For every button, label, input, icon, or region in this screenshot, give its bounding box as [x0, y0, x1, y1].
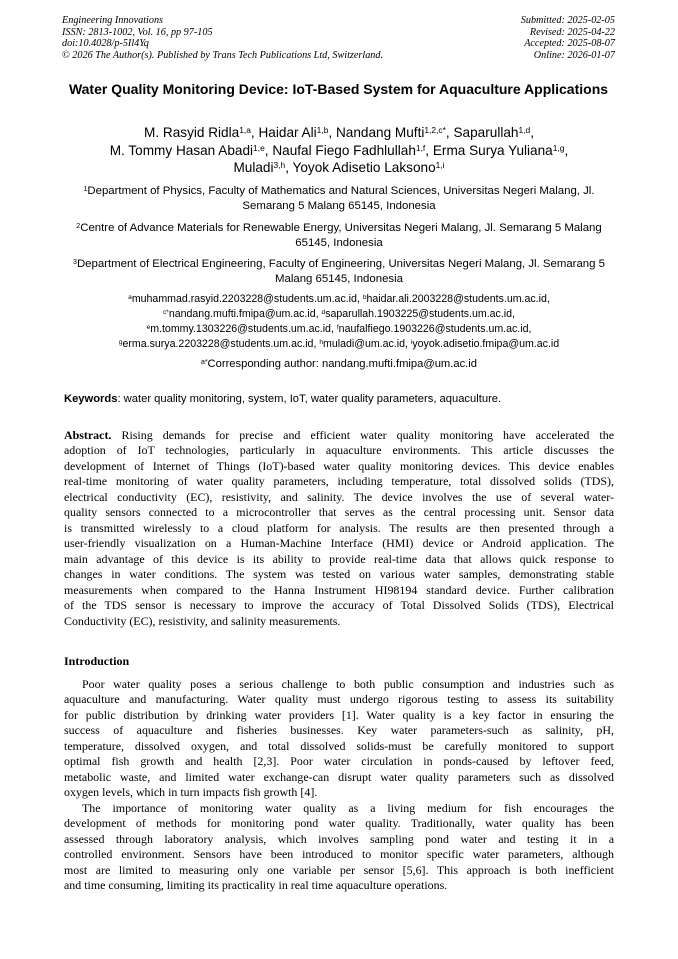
author: Erma Surya Yuliana$^{1,g}$,: [432, 142, 569, 158]
abstract-line: real-time monitoring of water quality parameters, including temperature, total dissolved solids (TDS),: [64, 474, 614, 489]
email: erma.surya.2203228@students.um.ac.id: [122, 338, 314, 350]
abstract-line: electrical conductivity (EC), resistivity, and salinity. The device involves the use of several water-: [64, 489, 614, 504]
accepted-date: Accepted: 2025-08-07: [524, 38, 615, 50]
email: nandang.mufti.fmipa@um.ac.id: [168, 308, 316, 320]
paragraph-line: oxygen levels, which in turn impacts fish growth [4].: [64, 785, 318, 800]
submitted-date: Submitted: 2025-02-05: [520, 15, 615, 26]
paragraph-line: development of methods for monitoring pond water quality. Traditionally, water quality has been: [64, 816, 614, 831]
abstract-line: user-friendly visualization on a Human-Machine Interface (HMI) device or Android application. The: [64, 536, 614, 551]
abstract: [64, 428, 614, 629]
email-line: $^a$muhammad.rasyid.2203228@students.um.ac.id, $^b$haidar.ali.2003228@students.um.ac.id,: [128, 293, 550, 305]
online-date: Online: 2026-01-07: [533, 49, 615, 61]
author: Haidar Ali$^{1,b}$,: [258, 125, 336, 140]
paragraph-line: optimal fish growth and health [2,3]. Poor water circulation in ponds-caused by leftover feed,: [64, 754, 614, 769]
abstract-line: measurements when compared to the Hanna Instrument HI98194 standard device. Further calibration: [64, 582, 614, 597]
author-list: [50, 124, 628, 177]
abstract-line: is transmitted wirelessly to a cloud platform for analysis. The results are then presented through a: [64, 520, 614, 535]
affiliation-3: $^3$Department of Electrical Engineering, Faculty of Engineering, Universitas Negeri Malang, Jl. Semarang 5 Malang 65145, Indonesia: [73, 258, 605, 286]
abstract-line: quality sensors connected to a microcontroller that serves as the central processing unit. Sensor data: [64, 505, 614, 520]
author: M. Rasyid Ridla$^{1,a}$,: [144, 125, 259, 140]
email: m.tommy.1303226@students.um.ac.id: [150, 323, 331, 335]
author: Naufal Fiego Fadhlullah$^{1,f}$,: [272, 142, 433, 158]
corresponding-author: $^{a*}$Corresponding author: nandang.mufti.fmipa@um.ac.id: [200, 358, 477, 370]
email: muhammad.rasyid.2203228@students.um.ac.id: [131, 293, 357, 305]
paragraph-line: Poor water quality poses a serious challenge to both public consumption and industries such as: [82, 677, 614, 691]
revised-date: Revised: 2025-04-22: [529, 26, 615, 38]
abstract-line: changes in water conditions. The system was tested on various water samples, demonstrating stable: [64, 567, 614, 582]
keywords-label: Keywords: [64, 393, 118, 405]
email: naufalfiego.1903226@students.um.ac.id: [338, 323, 529, 335]
intro-paragraph-2: [64, 801, 614, 894]
email-line: $^{c*}$nandang.mufti.fmipa@um.ac.id, $^d$saparullah.1903225@students.um.ac.id,: [163, 308, 515, 320]
email: saparullah.1903225@students.um.ac.id: [325, 308, 513, 320]
paragraph-line: and time consuming, limiting its practicality in real time aquaculture operations.: [64, 878, 448, 893]
author: Saparullah$^{1,d}$,: [453, 125, 534, 140]
section-heading-introduction: Introduction: [64, 654, 130, 668]
abstract-line: of the TDS sensor is necessary to improve the accuracy of Total Dissolved Solids (TDS), Electrical: [64, 598, 614, 613]
email: yoyok.adisetio.fmipa@um.ac.id: [412, 338, 560, 350]
author: Muladi$^{3,h}$,: [233, 160, 293, 175]
email: muladi@um.ac.id: [323, 338, 405, 350]
copyright: © 2026 The Author(s). Published by Trans Tech Publications Ltd, Switzerland.: [62, 49, 384, 61]
doi: doi:10.4028/p-5Il4Yq: [62, 38, 149, 50]
paragraph-line: success of aquaculture and fisheries businesses. Key water parameters-such as salinity, pH,: [64, 723, 614, 738]
abstract-line: Conductivity (EC), resistivity, and salinity measurements.: [64, 613, 341, 628]
keywords: [64, 392, 618, 406]
paragraph-line: most are limited to measuring only one variable per sensor [5,6]. This approach is both inefficient: [64, 862, 614, 877]
paragraph-line: metabolic waste, and limited water exchange-can disrupt water quality parameters such as dissolved: [64, 769, 614, 784]
journal-header: [62, 15, 615, 61]
paragraph-line: aquaculture and manufacturing. Water quality must undergo rigorous testing to assess its suitability: [64, 692, 614, 707]
paragraph-line: controlled environment. Sensors have been introduced to monitor specific water parameters, although: [64, 847, 614, 862]
intro-paragraph-1: [64, 677, 614, 801]
issn: ISSN: 2813-1002, Vol. 16, pp 97-105: [62, 26, 213, 38]
paragraph-line: assessed through laboratory analysis, which involves sampling pond water and testing it in a: [64, 831, 614, 846]
keywords-text: : water quality monitoring, system, IoT, water quality parameters, aquaculture.: [117, 393, 502, 405]
email-line: $^g$erma.surya.2203228@students.um.ac.id, $^h$muladi@um.ac.id, $^i$yoyok.adisetio.fmipa@um.ac.id: [118, 338, 560, 350]
author: Nandang Mufti$^{1,2,c*}$,: [335, 125, 454, 140]
author: M. Tommy Hasan Abadi$^{1,e}$,: [109, 142, 273, 158]
affiliation-1: $^1$Department of Physics, Faculty of Mathematics and Natural Sciences, Universitas Negeri Malang, Jl. Semarang 5 Malang 65145, Indonesia: [83, 185, 595, 213]
email-line: $^e$m.tommy.1303226@students.um.ac.id, $^f$naufalfiego.1903226@students.um.ac.id,: [146, 323, 532, 335]
journal-name: Engineering Innovations: [62, 15, 164, 26]
abstract-line: Abstract. Rising demands for precise and efficient water quality monitoring have accelerated the: [64, 428, 614, 442]
affiliation-2: $^2$Centre of Advance Materials for Renewable Energy, Universitas Negeri Malang, Jl. Semarang 5 Malang 65145, Indonesia: [76, 222, 602, 250]
paper-title: Water Quality Monitoring Device: IoT-Based System for Aquaculture Applications: [68, 81, 609, 97]
paragraph-line: The importance of monitoring water quality as a living medium for fish encourages the: [82, 801, 614, 815]
author: Yoyok Adisetio Laksono$^{1,i}$: [292, 160, 445, 175]
email: haidar.ali.2003228@students.um.ac.id: [366, 293, 547, 305]
abstract-line: adoption of IoT technologies, particularly in aquaculture environments. This article discusses the: [64, 443, 614, 458]
abstract-line: development of Internet of Things (IoT)-based water quality monitoring devices. This device enables: [64, 458, 614, 473]
abstract-label: Abstract.: [64, 428, 112, 442]
paragraph-line: temperature, dissolved oxygen, and total dissolved solids-must be carefully monitored to support: [64, 738, 614, 753]
paragraph-line: for public distribution by drinking water providers [1]. Water quality is a key factor in ensuring the: [64, 707, 614, 722]
abstract-line: main advantage of this device is its ability to provide real-time data that allows quick response to: [64, 551, 614, 566]
